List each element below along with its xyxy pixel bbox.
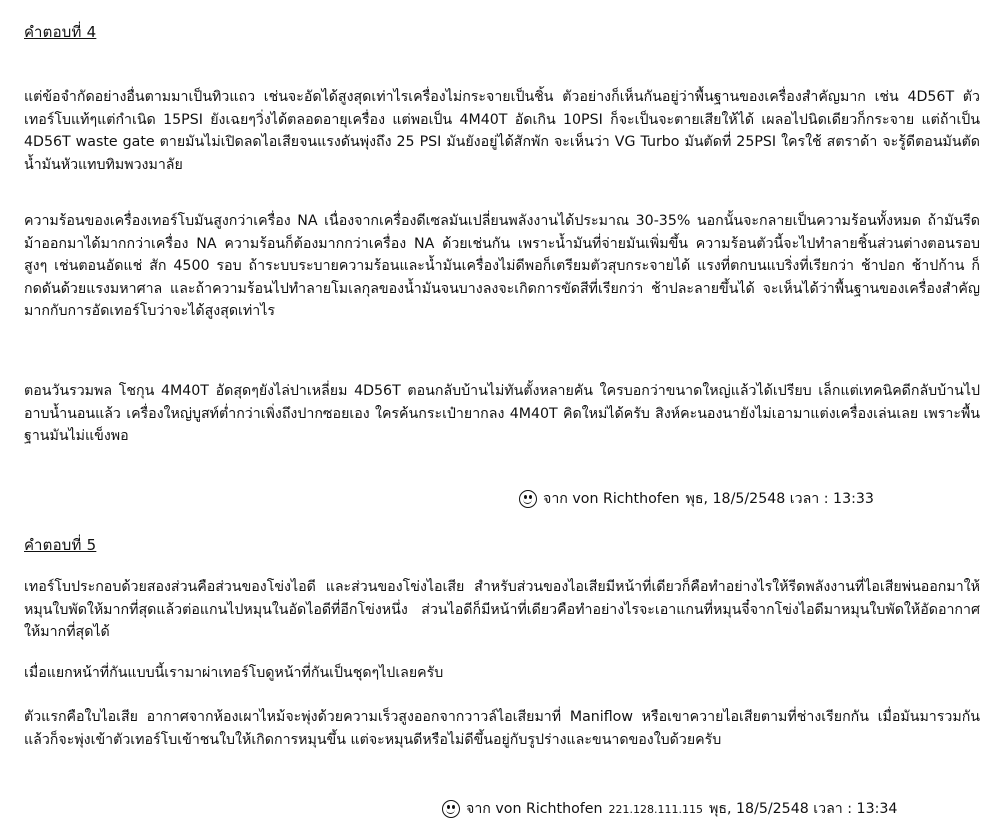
answer-5-signature xyxy=(442,798,897,820)
signature-datetime: พุธ, 18/5/2548 เวลา : 13:34 xyxy=(708,801,898,817)
signature-author: จาก von Richthofen xyxy=(466,801,603,817)
answer-4-heading: คำตอบที่ 4 xyxy=(24,23,97,41)
answer-4-paragraph-2: ความร้อนของเครื่องเทอร์โบมันสูงกว่าเครื่อง NA เนื่องจากเครื่องดีเซลมันเปลี่ยนพลังงานได้ประมาณ 30-35% นอกนั้นจะกลายเป็นความร้อนทั้งหมด ถ้ามันรีดม้าออกมาได้มากกว่าเครื่อง NA ความร้อนก็ต้องมากกว่าเครื่อง NA ด้วยเช่นกัน เพราะน้ำมันที่จ่ายมันเพิ่มขึ้น ความร้อนตัวนี้จะไปทำลายชิ้นส่วนต่างตอนรอบสูงๆ เช่นตอนอัดแช่ สัก 4500 รอบ ถ้าระบบระบายความร้อนและน้ำมันเครื่องไม่ดีพอก็เตรียมตัวสุบกระจายได้ แรงที่ตกบนแบริ่งที่เรียกว่า ช้าปอก ช้าปก้าน ก็กดดันด้วยแรงมหาศาล และถ้าความร้อนไปทำลายโมเลกุลของน้ำมันจนบางลงจะเกิดการขัดสีที่เรียกว่า ช้าปละลายขึ้นได้ จะเห็นได้ว่าพื้นฐานของเครื่องสำคัญมากกับการอัดเทอร์โบว่าจะได้สูงสุดเท่าไร xyxy=(24,213,980,319)
answer-5-heading: คำตอบที่ 5 xyxy=(24,536,97,554)
smiley-icon xyxy=(442,800,460,818)
smiley-icon xyxy=(519,490,537,508)
signature-ip: 221.128.111.115 xyxy=(608,802,703,816)
signature-datetime: พุธ, 18/5/2548 เวลา : 13:33 xyxy=(685,491,874,507)
answer-5-paragraph-3: ตัวแรกคือใบไอเสีย อากาศจากห้องเผาไหม้จะพุ่งด้วยความเร็วสูงออกจากวาวล์ไอเสียมาที่ Maniflow หรือเขาควายไอเสียตามที่ช่างเรียกกัน เมื่อมันมารวมกันแล้วก็จะพุ่งเข้าตัวเทอร์โบเข้าชนใบให้เกิดการหมุนขึ้น แต่จะหมุนดีหรือไม่ดีขึ้นอยู่กับรูปร่างและขนาดของใบด้วยครับ xyxy=(24,709,980,748)
answer-5-paragraph-2: เมื่อแยกหน้าที่กันแบบนี้เรามาผ่าเทอร์โบดูหน้าที่กันเป็นชุดๆไปเลยครับ xyxy=(24,665,444,681)
answer-4-paragraph-3: ตอนวันรวมพล โชกุน 4M40T อัดสุดๆยังไล่ปาเหลี่ยม 4D56T ตอนกลับบ้านไม่ทันตั้งหลายคัน ใครบอกว่าขนาดใหญ่แล้วได้เปรียบ เล็กแต่เทคนิคดีกลับบ้านไปอาบน้ำนอนแล้ว เครื่องใหญ่บูสท์ต่ำกว่าเพิ่งถึงปากซอยเอง ใครค้นกระเป๋ายากลง 4M40T คิดใหม่ได้ครับ สิงห์คะนองนายังไม่เอามาแต่งเครื่องเล่นเลย เพราะพื้นฐานมันไม่แข็งพอ xyxy=(24,383,980,444)
signature-author: จาก von Richthofen xyxy=(543,491,680,507)
answer-5-paragraph-1: เทอร์โบประกอบด้วยสองส่วนคือส่วนของโข่งไอดี และส่วนของโข่งไอเสีย สำหรับส่วนของไอเสียมีหน้าที่เดียวก็คือทำอย่างไรให้รีดพลังงานที่ไอเสียพ่นออกมาให้หมุนใบพัดให้มากที่สุดแล้วต่อแกนไปหมุนในอัดไอดีที่อีกโข่งหนึ่ง ส่วนไอดีก็มีหน้าที่เดียวคือทำอย่างไรจะเอาแกนที่หมุนจี๋จากโข่งไอดีมาหมุนใบพัดให้อัดอากาศให้มากที่สุดได้ xyxy=(24,579,980,640)
answer-4-signature xyxy=(519,488,874,510)
answer-4-paragraph-1: แต่ข้อจำกัดอย่างอื่นตามมาเป็นทิวแถว เช่นจะอัดได้สูงสุดเท่าไรเครื่องไม่กระจายเป็นชิ้น ตัวอย่างก็เห็นกันอยู่ว่าพื้นฐานของเครื่องสำคัญมาก เช่น 4D56T ตัวเทอร์โบแท้ๆแต่กำเนิด 15PSI ยังเฉยๆวิ่งได้ตลอดอายุเครื่อง แต่พอเป็น 4M40T อัดเกิน 10PSI ก็จะเป็นจะตายเสียให้ได้ เผลอไปนิดเดียวก็กระจาย แต่ถ้าเป็น 4D56T waste gate ตายมันไม่เปิดลดไอเสียจนแรงดันพุ่งถึง 25 PSI มันยังอยู่ได้สักพัก จะเห็นว่า VG Turbo มันตัดที่ 25PSI ใครใช้ สตราด้า จะรู้ดีตอนมันตัดน้ำมันหัวแทบทิมพวงมาลัย xyxy=(24,89,980,173)
